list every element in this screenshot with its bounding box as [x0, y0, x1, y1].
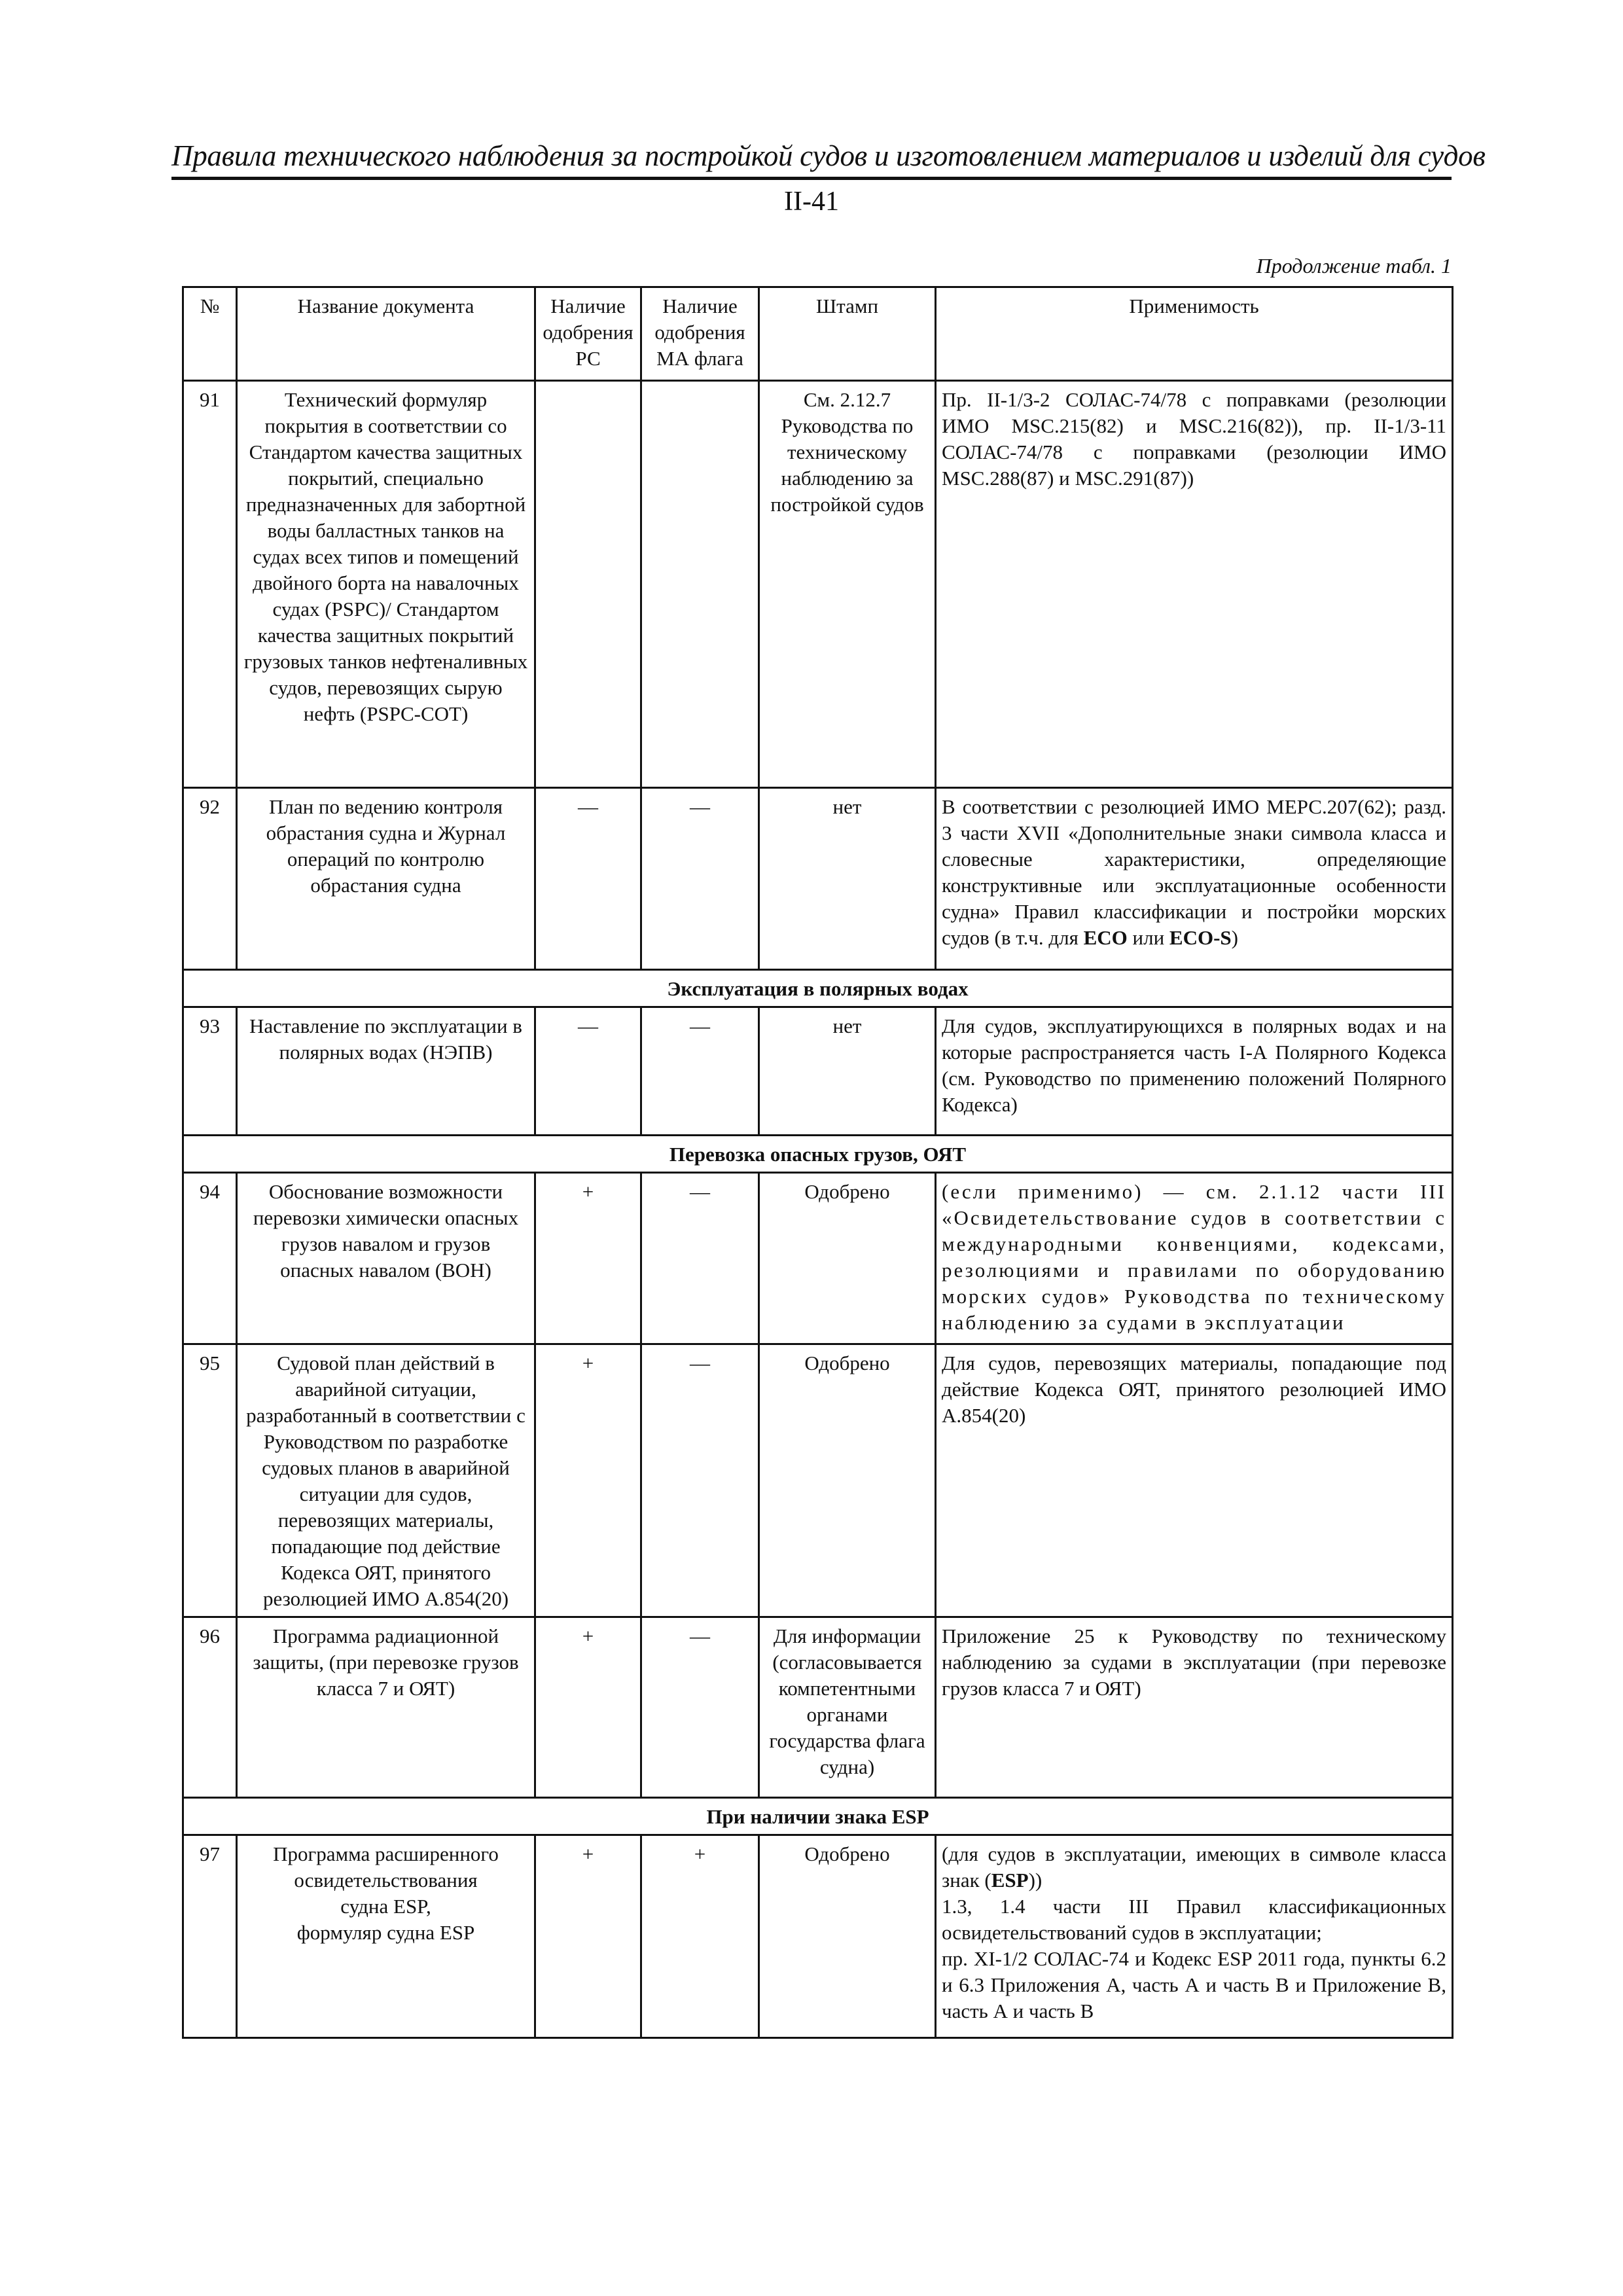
table-row-95	[183, 1344, 1453, 1617]
stamp: Для информации (согласовывается компетентными органами государства флага судна)	[759, 1617, 936, 1798]
running-header-title: Правила технического наблюдения за постройкой судов и изготовлением материалов и изделий для судов	[171, 139, 1452, 180]
rs-approval: +	[535, 1835, 641, 2038]
col-header-rs-approval: Наличие одобрения РС	[535, 287, 641, 381]
applicability-main: В соответствии с резолюцией ИМО МЕРС.207(62); разд. 3 части XVII «Дополнительные знаки символа класса и словесные характеристики, определяющие конструктивные или эксплуатационные особенности судна» Правил классификации и постройки морских судов (в т.ч. для	[942, 795, 1446, 949]
rs-approval: +	[535, 1173, 641, 1344]
flag-approval	[641, 381, 759, 788]
applicability-paragraph: 1.3, 1.4 части III Правил классификационных освидетельствований судов в эксплуатации;	[942, 1895, 1446, 1944]
row-number: 91	[183, 381, 237, 788]
applicability-paragraph: пр. XI-1/2 СОЛАС-74 и Кодекс ESP 2011 года, пункты 6.2 и 6.3 Приложения А, часть А и часть В и Приложение В, часть А и часть В	[942, 1947, 1446, 2022]
stamp: нет	[759, 1007, 936, 1136]
document-name-line: судна ESP,	[340, 1895, 431, 1918]
col-header-stamp: Штамп	[759, 287, 936, 381]
document-name: Технический формуляр покрытия в соответствии со Стандартом качества защитных покрытий, специально предназначенных для забортной воды балластных танков на судах всех типов и помещений двойного борта на навалочных судах (PSPC)/ Стандартом качества защитных покрытий грузовых танков нефтеналивных судов, перевозящих сырую нефть (PSPC-COT)	[237, 381, 535, 788]
stamp: нет	[759, 788, 936, 970]
row-number: 92	[183, 788, 237, 970]
section-title: Эксплуатация в полярных водах	[183, 970, 1453, 1007]
document-name: Программа радиационной защиты, (при перевозке грузов класса 7 и ОЯТ)	[237, 1617, 535, 1798]
section-row-polar	[183, 970, 1453, 1007]
table-row-94	[183, 1173, 1453, 1344]
section-title: При наличии знака ESP	[183, 1798, 1453, 1835]
document-name-line: Программа расширенного освидетельствования	[273, 1842, 499, 1892]
applicability: Для судов, эксплуатирующихся в полярных водах и на которые распространяется часть I-A Полярного Кодекса (см. Руководство по применению положений Полярного Кодекса)	[936, 1007, 1453, 1136]
row-number: 93	[183, 1007, 237, 1136]
row-number: 97	[183, 1835, 237, 2038]
flag-approval: —	[641, 1007, 759, 1136]
rs-approval: —	[535, 788, 641, 970]
eco-mark: ECO	[1083, 926, 1128, 949]
rs-approval	[535, 381, 641, 788]
applicability: Пр. II-1/3-2 СОЛАС-74/78 с поправками (резолюции ИМО MSC.215(82) и MSC.216(82)), пр. II-1/3-11 СОЛАС-74/78 с поправками (резолюции ИМО MSC.288(87) и MSC.291(87))	[936, 381, 1453, 788]
applicability	[936, 1835, 1453, 2038]
applicability: (если применимо) — см. 2.1.12 части III «Освидетельствование судов в соответствии с международными конвенциями, кодексами, резолюциями и правилами по оборудованию морских судов» Руководства по техническому наблюдению за судами в эксплуатации	[936, 1173, 1453, 1344]
page-number: II-41	[784, 187, 839, 217]
applicability-paragraph	[942, 1841, 1446, 1893]
document-name: Судовой план действий в аварийной ситуации, разработанный в соответствии с Руководством по разработке судовых планов в аварийной ситуации для судов, перевозящих материалы, попадающие под действие Кодекса ОЯТ, принятого резолюцией ИМО А.854(20)	[237, 1344, 535, 1617]
table-row-96	[183, 1617, 1453, 1798]
flag-approval: —	[641, 1173, 759, 1344]
row-number: 95	[183, 1344, 237, 1617]
section-title: Перевозка опасных грузов, ОЯТ	[183, 1136, 1453, 1173]
flag-approval: —	[641, 788, 759, 970]
col-header-applicability: Применимость	[936, 287, 1453, 381]
row-number: 96	[183, 1617, 237, 1798]
table-continuation-note: Продолжение табл. 1	[1256, 254, 1452, 278]
stamp: Одобрено	[759, 1344, 936, 1617]
applicability: Приложение 25 к Руководству по техническому наблюдению за судами в эксплуатации (при перевозке грузов класса 7 и ОЯТ)	[936, 1617, 1453, 1798]
rs-approval: +	[535, 1617, 641, 1798]
section-row-esp	[183, 1798, 1453, 1835]
eco-s-mark: ECO-S	[1169, 926, 1232, 949]
or-word: или	[1127, 926, 1169, 949]
table-row-91	[183, 381, 1453, 788]
col-header-number: №	[183, 287, 237, 381]
applicability-text: ))	[1028, 1869, 1043, 1892]
document-name-line: формуляр судна ESP	[296, 1921, 475, 1944]
stamp: Одобрено	[759, 1173, 936, 1344]
table-row-93	[183, 1007, 1453, 1136]
flag-approval: —	[641, 1344, 759, 1617]
flag-approval: —	[641, 1617, 759, 1798]
col-header-flag-approval: Наличие одобрения МА флага	[641, 287, 759, 381]
table-header-row	[183, 287, 1453, 381]
applicability	[936, 788, 1453, 970]
flag-approval: +	[641, 1835, 759, 2038]
document-name: План по ведению контроля обрастания судна и Журнал операций по контролю обрастания судна	[237, 788, 535, 970]
col-header-document-name: Название документа	[237, 287, 535, 381]
documents-table	[182, 286, 1454, 2039]
table-row-92	[183, 788, 1453, 970]
table-row-97	[183, 1835, 1453, 2038]
document-name: Обоснование возможности перевозки химически опасных грузов навалом и грузов опасных навалом (ВОН)	[237, 1173, 535, 1344]
document-name	[237, 1835, 535, 2038]
row-number: 94	[183, 1173, 237, 1344]
section-row-dangerous-goods	[183, 1136, 1453, 1173]
esp-mark: ESP	[991, 1869, 1029, 1892]
document-name: Наставление по эксплуатации в полярных водах (НЭПВ)	[237, 1007, 535, 1136]
stamp: Одобрено	[759, 1835, 936, 2038]
rs-approval: —	[535, 1007, 641, 1136]
applicability-text: (для судов в эксплуатации, имеющих в символе класса знак (	[942, 1842, 1446, 1892]
applicability: Для судов, перевозящих материалы, попадающие под действие Кодекса ОЯТ, принятого резолюцией ИМО А.854(20)	[936, 1344, 1453, 1617]
rs-approval: +	[535, 1344, 641, 1617]
stamp: См. 2.12.7 Руководства по техническому наблюдению за постройкой судов	[759, 381, 936, 788]
closing-paren: )	[1231, 926, 1238, 949]
